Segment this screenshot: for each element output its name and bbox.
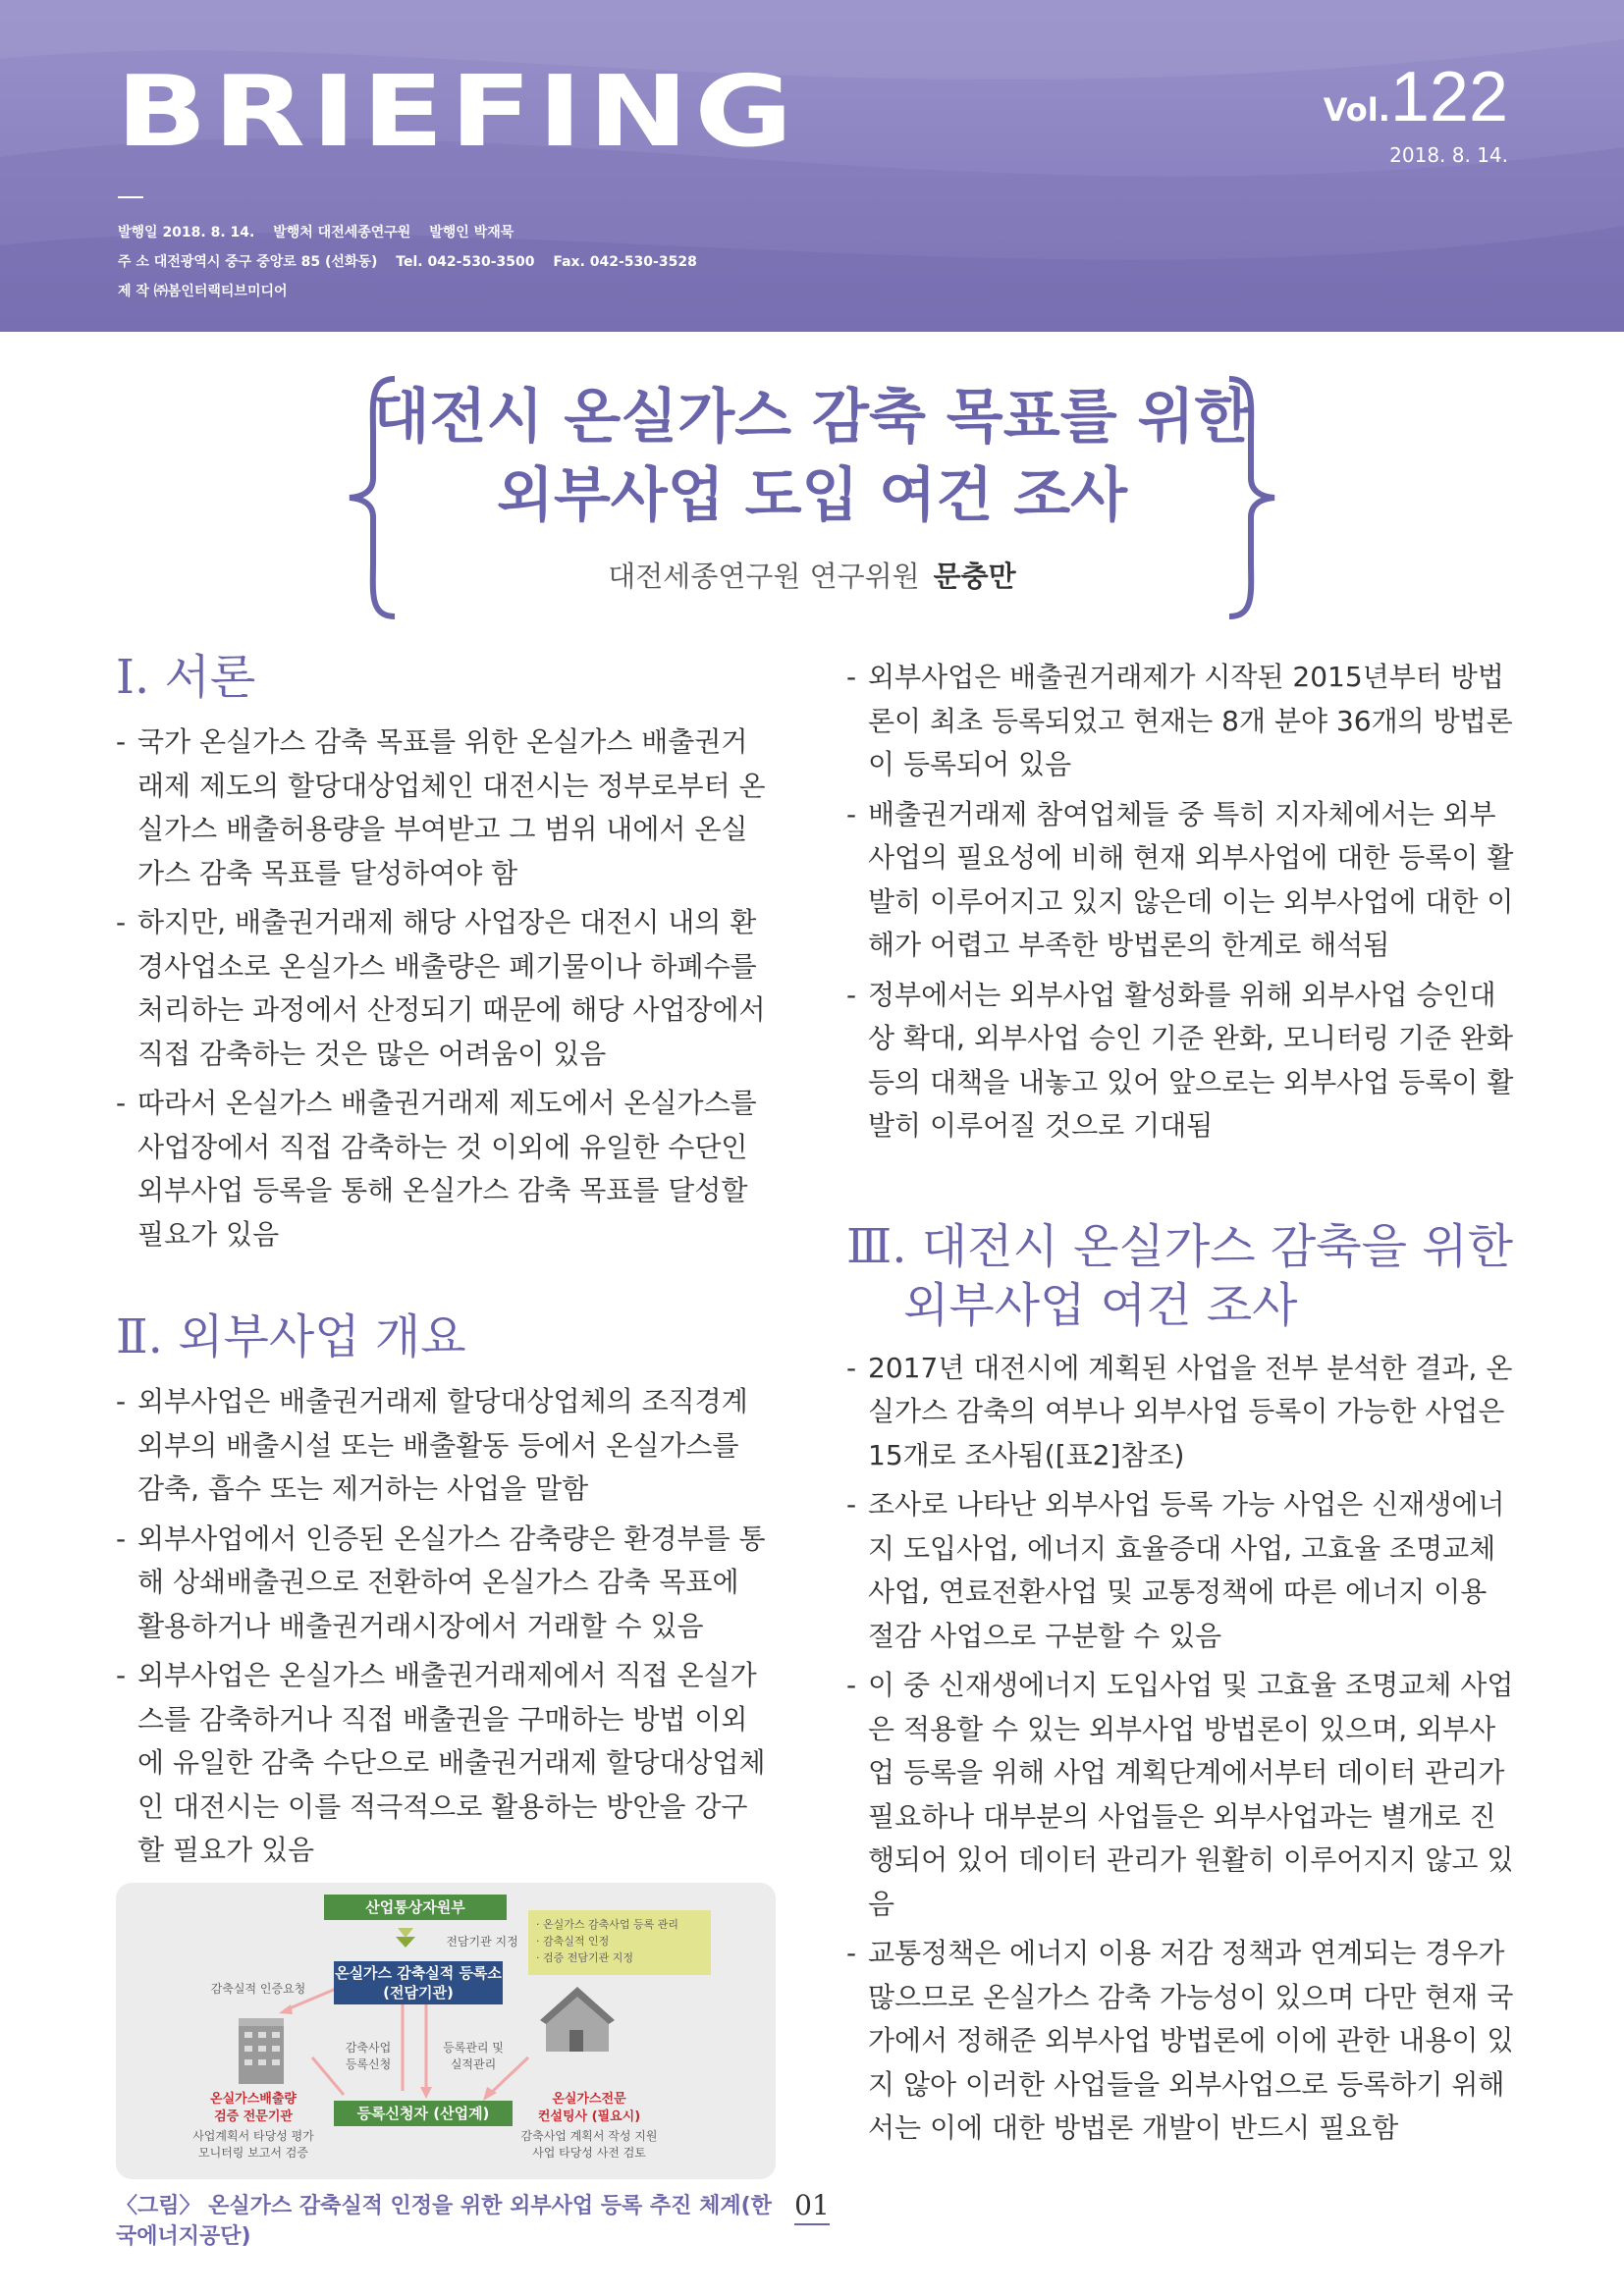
masthead xyxy=(0,0,1624,332)
registration-diagram xyxy=(116,1883,776,2179)
info-line-3: 제 작 ㈜봄인터랙티브미디어 xyxy=(118,284,288,299)
verifier-title: 온실가스배출량 검증 전문기관 xyxy=(210,2091,297,2124)
figure-caption: 〈그림〉 온실가스 감축실적 인정을 위한 외부사업 등록 추진 체계(한국에너지공단) xyxy=(116,2193,772,2249)
section-1-list xyxy=(116,721,774,1256)
building-icon xyxy=(239,2018,284,2084)
right-column xyxy=(846,656,1514,2157)
fax: Fax. 042-530-3528 xyxy=(553,254,697,270)
byline xyxy=(0,555,1624,595)
info-line-2 xyxy=(118,247,711,277)
list-item: - 외부사업에서 인증된 온실가스 감축량은 환경부를 통해 상쇄배출권으로 전환하여 온실가스 감축 목표에 활용하거나 배출권거래시장에서 거래할 수 있음 xyxy=(116,1518,774,1649)
page-number xyxy=(0,2189,1624,2221)
note-line: · 감축실적 인정 xyxy=(536,1934,610,1948)
briefing-logo: BRIEFING xyxy=(116,54,799,169)
list-item: - 외부사업은 배출권거래제가 시작된 2015년부터 방법론이 최초 등록되었고 현재는 8개 분야 36개의 방법론이 등록되어 있음 xyxy=(846,656,1514,787)
verifier-desc: 사업계획서 타당성 평가 모니터링 보고서 검증 xyxy=(192,2128,314,2160)
section-2-continued-list xyxy=(846,656,1514,1148)
issue-date: 2018. 8. 14. xyxy=(1389,143,1508,167)
list-item: - 외부사업은 온실가스 배출권거래제에서 직접 온실가스를 감축하거나 직접 배출권을 구매하는 방법 이외에 유일한 감축 수단으로 배출권거래제 할당대상업체인 대전시는 이를 적극적으로 활용하는 방안을 강구할 필요가 있음 xyxy=(116,1654,774,1873)
registry-box xyxy=(334,1961,503,2004)
designate-label: 전담기관 지정 xyxy=(446,1934,518,1949)
info-line-1 xyxy=(118,218,711,247)
list-item: - 교통정책은 에너지 이용 저감 정책과 연계되는 경우가 많으므로 온실가스 감축 가능성이 있으며 다만 현재 국가에서 정해준 외부사업 방법론에 이에 관한 내용이 있지 않아 이러한 사업들을 외부사업으로 등록하기 위해서는 이에 대한 방법론 개발이 반드시 필요함 xyxy=(846,1932,1514,2151)
section-3-heading-line-1: Ⅲ. 대전시 온실가스 감축을 위한 xyxy=(846,1218,1513,1274)
list-item: - 따라서 온실가스 배출권거래제 제도에서 온실가스를 사업장에서 직접 감축하는 것 이외에 유일한 수단인 외부사업 등록을 통해 온실가스 감축 목표를 달성할 필요가 있음 xyxy=(116,1082,774,1256)
consultant-title: 온실가스전문 컨설팅사 (필요시) xyxy=(537,2091,641,2124)
list-item: - 이 중 신재생에너지 도입사업 및 고효율 조명교체 사업은 적용할 수 있는 외부사업 방법론이 있으며, 외부사업 등록을 위해 사업 계획단계에서부터 데이터 관리가 필요하나 대부분의 사업들은 외부사업과는 별개로 진행되어 있어 데이터 관리가 원활히 이루어지지 않고 있음 xyxy=(846,1664,1514,1926)
title-line-2: 외부사업 도입 여건 조사 xyxy=(496,461,1128,530)
list-item: - 배출권거래제 참여업체들 중 특히 지자체에서는 외부사업의 필요성에 비해 현재 외부사업에 대한 등록이 활발히 이루어지고 있지 않은데 이는 외부사업에 대한 이해가 어렵고 부족한 방법론의 한계로 해석됨 xyxy=(846,793,1514,968)
page-number-text: 01 xyxy=(794,2189,830,2225)
section-3-heading-line-2: 외부사업 여건 조사 xyxy=(903,1277,1298,1333)
left-column xyxy=(116,648,774,2250)
section-3-heading xyxy=(846,1217,1514,1335)
address: 주 소 대전광역시 중구 중앙로 85 (선화동) xyxy=(118,254,378,270)
role-note xyxy=(528,1910,711,1975)
vol-number: 122 xyxy=(1389,58,1508,136)
house-icon xyxy=(540,1987,615,2052)
list-item: - 정부에서는 외부사업 활성화를 위해 외부사업 승인대상 확대, 외부사업 승인 기준 완화, 모니터링 기준 완화 등의 대책을 내놓고 있어 앞으로는 외부사업 등록이 활발히 이루어질 것으로 기대됨 xyxy=(846,974,1514,1148)
article-title xyxy=(0,378,1624,535)
registry-title: 온실가스 감축실적 등록소 xyxy=(335,1963,502,1982)
tel: Tel. 042-530-3500 xyxy=(396,254,535,270)
vol-label: Vol. xyxy=(1323,91,1390,129)
section-2-heading: Ⅱ. 외부사업 개요 xyxy=(116,1309,466,1364)
publish-date: 발행일 2018. 8. 14. xyxy=(118,225,255,240)
issuer: 발행인 박재묵 xyxy=(429,225,514,240)
applicant-box: 등록신청자 (산업계) xyxy=(334,2101,513,2126)
list-item: - 조사로 나타난 외부사업 등록 가능 사업은 신재생에너지 도입사업, 에너지 효율증대 사업, 고효율 조명교체 사업, 연료전환사업 및 교통정책에 따른 에너지 이용 절감 사업으로 구분할 수 있음 xyxy=(846,1483,1514,1658)
registry-subtitle: (전담기관) xyxy=(383,1983,454,2002)
list-item: - 2017년 대전시에 계획된 사업을 전부 분석한 결과, 온실가스 감축의 여부나 외부사업 등록이 가능한 사업은 15개로 조사됨([표2]참조) xyxy=(846,1347,1514,1478)
list-item: - 하지만, 배출권거래제 해당 사업장은 대전시 내의 환경사업소로 온실가스 배출량은 폐기물이나 하폐수를 처리하는 과정에서 산정되기 때문에 해당 사업장에서 직접 감축하는 것은 많은 어려움이 있음 xyxy=(116,901,774,1076)
consultant-desc: 감축사업 계획서 작성 지원 사업 타당성 사전 검토 xyxy=(520,2128,658,2160)
author-name: 문충만 xyxy=(933,560,1016,593)
title-line-1: 대전시 온실가스 감축 목표를 위한 xyxy=(372,383,1252,452)
manage-label: 등록관리 및 실적관리 xyxy=(443,2040,504,2071)
author-affiliation: 대전세종연구원 연구위원 xyxy=(608,560,920,593)
article-title-block xyxy=(0,363,1624,618)
section-2-list xyxy=(116,1380,774,1873)
request-label: 감축실적 인증요청 xyxy=(210,1981,306,1996)
note-line: · 검증 전담기관 지정 xyxy=(536,1950,633,1964)
publisher: 발행처 대전세종연구원 xyxy=(273,225,411,240)
section-1-heading: Ⅰ. 서론 xyxy=(116,650,256,705)
section-3-list xyxy=(846,1347,1514,2151)
divider xyxy=(118,196,143,198)
list-item: - 국가 온실가스 감축 목표를 위한 온실가스 배출권거래제 제도의 할당대상업체인 대전시는 정부로부터 온실가스 배출허용량을 부여받고 그 범위 내에서 온실가스 감축 목표를 달성하여야 함 xyxy=(116,721,774,895)
apply-label: 감축사업 등록신청 xyxy=(345,2040,392,2071)
list-item: - 외부사업은 배출권거래제 할당대상업체의 조직경계 외부의 배출시설 또는 배출활동 등에서 온실가스를 감축, 흡수 또는 제거하는 사업을 말함 xyxy=(116,1380,774,1512)
publication-info xyxy=(118,218,711,306)
ministry-box: 산업통상자원부 xyxy=(324,1895,507,1920)
note-line: · 온실가스 감축사업 등록 관리 xyxy=(536,1917,678,1931)
volume-info xyxy=(1324,57,1508,167)
